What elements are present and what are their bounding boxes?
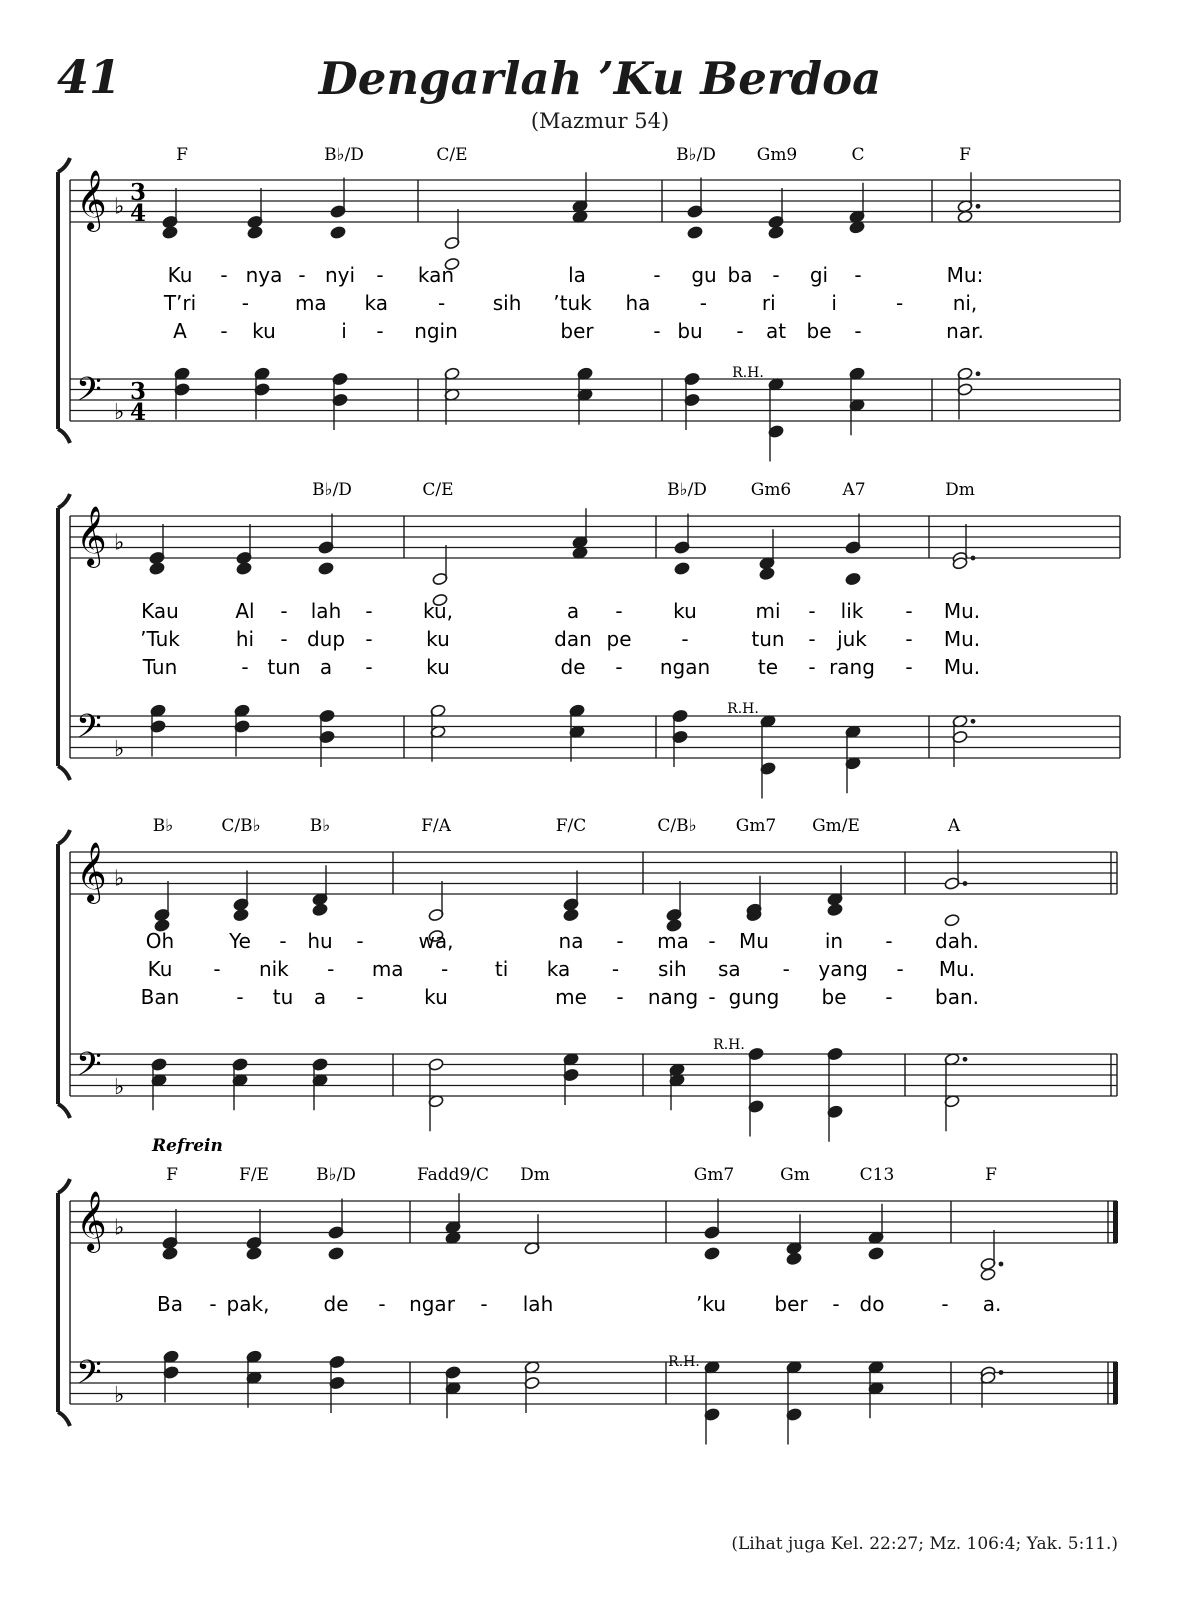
lyric-syllable: hi — [235, 627, 255, 651]
verse-2-lyrics — [163, 291, 977, 315]
lyric-syllable: a — [319, 655, 333, 679]
lyric-syllable: dup — [306, 627, 346, 651]
scripture-footnote: (Lihat juga Kel. 22:27; Mz. 106:4; Yak. 5:11.) — [731, 1534, 1118, 1554]
treble-staff — [70, 1191, 1117, 1281]
treble-clef: 𝄞 — [76, 1191, 107, 1251]
notehead — [687, 226, 703, 240]
bass-clef: 𝄢 — [76, 371, 102, 417]
lyric-syllable: ma — [657, 929, 689, 953]
lyric-syllable: - — [854, 319, 862, 343]
lyric-syllable: hu — [307, 929, 333, 953]
lyric-syllable: - — [378, 1292, 386, 1316]
lyric-syllable: ’ku — [696, 1292, 726, 1316]
verse-3-lyrics — [142, 655, 980, 679]
notehead — [944, 913, 960, 927]
key-flat: ♭ — [114, 530, 125, 556]
lyric-syllable: - — [241, 655, 249, 679]
key-flat: ♭ — [114, 1075, 125, 1100]
lyric-syllable: - — [808, 599, 816, 623]
lyric-syllable: rang — [829, 655, 875, 679]
lyric-syllable: ber — [560, 319, 594, 343]
treble-staff — [70, 842, 1117, 943]
lyric-syllable: ha — [625, 291, 651, 315]
lyric-syllable: ni, — [952, 291, 978, 315]
lyric-syllable: ku — [424, 985, 448, 1009]
chord-symbol: C13 — [859, 1165, 895, 1185]
dot — [971, 719, 976, 724]
verse-2-lyrics — [148, 957, 976, 981]
lyric-syllable: tun — [267, 655, 301, 679]
lyric-syllable: - — [895, 291, 904, 315]
lyric-syllable: te — [757, 655, 779, 679]
lyric-syllable: - — [241, 291, 250, 315]
lyric-syllable: ku — [426, 655, 450, 679]
lyric-syllable: ma — [294, 291, 327, 315]
lyric-syllable: - — [365, 599, 373, 623]
lyric-syllable: Ku — [167, 263, 193, 287]
lyric-syllable: - — [782, 957, 790, 981]
notehead — [868, 1247, 884, 1261]
time-signature-top: 3 — [130, 179, 147, 206]
lyric-syllable: ban. — [935, 985, 979, 1009]
lyric-syllable: - — [681, 627, 689, 651]
lyric-syllable: at — [765, 319, 787, 343]
lyric-syllable: - — [699, 291, 707, 315]
key-flat: ♭ — [114, 1383, 125, 1408]
lyric-syllable: tu — [272, 985, 294, 1009]
notehead — [845, 572, 861, 586]
lyric-syllable: be — [806, 319, 832, 343]
time-signature-bottom: 4 — [130, 200, 147, 227]
lyric-syllable: ngar — [409, 1292, 455, 1316]
chord-symbol: F — [985, 1165, 997, 1185]
chord-symbol: Gm/E — [812, 816, 860, 836]
treble-staff — [70, 506, 1120, 607]
chord-symbol: F/C — [555, 816, 587, 836]
key-flat: ♭ — [114, 737, 125, 762]
lyric-syllable: - — [616, 985, 624, 1009]
lyric-syllable: - — [298, 263, 306, 287]
verse-3-lyrics — [141, 985, 979, 1009]
notehead — [162, 226, 178, 240]
lyric-syllable: ku, — [423, 599, 453, 623]
notehead — [233, 908, 249, 922]
lyric-syllable: sih — [658, 957, 687, 981]
lyric-syllable: ’tuk — [553, 291, 592, 315]
treble-staff — [70, 170, 1120, 271]
lyric-syllable: ri — [761, 291, 776, 315]
lyric-syllable: nik — [258, 957, 289, 981]
key-flat: ♭ — [114, 400, 125, 425]
system-bracket — [58, 494, 70, 780]
lyric-syllable: - — [905, 627, 913, 651]
dot — [999, 1370, 1004, 1375]
lyric-syllable: - — [356, 929, 364, 953]
lyric-syllable: me — [555, 985, 587, 1009]
chord-symbol: A — [947, 816, 961, 836]
lyric-syllable: - — [708, 985, 716, 1009]
system-bracket — [58, 830, 70, 1118]
refrein-label: Refrein — [152, 1136, 223, 1156]
lyric-syllable: - — [615, 655, 623, 679]
lyric-syllable: - — [611, 957, 620, 981]
lyric-syllable: ka — [546, 957, 571, 981]
lyric-syllable: - — [236, 985, 244, 1009]
notehead — [149, 562, 165, 576]
lyric-syllable: Mu — [739, 929, 769, 953]
chord-symbol: Dm — [945, 480, 975, 500]
bass-staff — [70, 1046, 1117, 1142]
lyric-syllable: ’Tuk — [140, 627, 180, 651]
notehead — [236, 562, 252, 576]
bass-clef: 𝄢 — [76, 708, 102, 754]
chord-symbol: F/A — [421, 816, 451, 836]
lyric-syllable: - — [941, 1292, 949, 1316]
lyric-syllable: do — [859, 1292, 885, 1316]
chord-symbol: B♭ — [152, 816, 174, 836]
right-hand-marking: R.H. — [713, 1037, 745, 1053]
key-flat: ♭ — [114, 194, 125, 220]
chord-symbol: F — [166, 1165, 178, 1185]
lyric-syllable: Mu. — [938, 957, 976, 981]
hymn-number: 41 — [57, 50, 122, 104]
final-barline — [1113, 1362, 1118, 1404]
lyric-syllable: nang — [647, 985, 699, 1009]
lyric-syllable: nar. — [946, 319, 984, 343]
chord-symbol: Gm7 — [693, 1165, 735, 1185]
chord-symbol: Gm — [780, 1165, 810, 1185]
notehead — [768, 226, 784, 240]
lyric-syllable: - — [209, 1292, 217, 1316]
chord-symbol: F — [959, 145, 971, 165]
lyric-syllable: Mu: — [946, 263, 984, 287]
dot — [999, 1262, 1004, 1267]
lyric-syllable: tun — [751, 627, 785, 651]
notehead — [247, 226, 263, 240]
notehead — [827, 903, 843, 917]
system-3 — [58, 816, 1117, 1142]
lyric-syllable: - — [708, 929, 716, 953]
notehead — [759, 567, 775, 581]
lyric-syllable: a — [566, 599, 580, 623]
lyric-syllable: Ban — [140, 985, 180, 1009]
lyric-syllable: pak, — [226, 1292, 270, 1316]
lyric-syllable: A — [173, 319, 187, 343]
lyric-syllable: - — [376, 319, 384, 343]
time-signature-bottom: 4 — [130, 399, 147, 426]
chord-symbol: B♭/D — [316, 1165, 356, 1185]
treble-clef: 𝄞 — [76, 506, 107, 566]
lyric-syllable: Ku — [147, 957, 173, 981]
lyric-syllable: - — [905, 655, 913, 679]
dot — [963, 1057, 968, 1062]
verse-1-lyrics — [146, 929, 979, 953]
lyric-syllable: - — [280, 599, 288, 623]
lyric-syllable: lah — [522, 1292, 554, 1316]
chord-symbol: B♭/D — [667, 480, 707, 500]
treble-clef: 𝄞 — [76, 842, 107, 902]
lyric-syllable: - — [480, 1292, 488, 1316]
key-flat: ♭ — [114, 866, 125, 892]
lyric-syllable: - — [653, 319, 661, 343]
lyric-syllable: - — [365, 627, 373, 651]
lyric-syllable: ku — [252, 319, 276, 343]
lyric-syllable: nyi — [324, 263, 356, 287]
lyric-syllable: la — [568, 263, 586, 287]
lyric-syllable: Mu. — [943, 627, 981, 651]
chord-symbol: C/E — [422, 480, 454, 500]
key-flat: ♭ — [114, 1215, 125, 1241]
system-1 — [58, 145, 1120, 462]
system-bracket — [58, 1179, 70, 1426]
lyric-syllable: - — [615, 599, 623, 623]
lyric-syllable: - — [808, 655, 816, 679]
system-4 — [58, 1136, 1118, 1445]
lyric-syllable: - — [438, 291, 446, 315]
lyric-syllable: gi — [809, 263, 829, 287]
lyric-syllable: be — [821, 985, 847, 1009]
notehead — [704, 1247, 720, 1261]
lyric-syllable: Al — [235, 599, 255, 623]
lyric-syllable: wa, — [418, 929, 454, 953]
lyric-syllable: Oh — [145, 929, 175, 953]
verse-1-lyrics — [157, 1292, 1001, 1316]
lyric-syllable: - — [365, 655, 373, 679]
lyric-syllable: gu — [691, 263, 717, 287]
lyric-syllable: Tun — [142, 655, 178, 679]
chord-symbol: B♭/D — [312, 480, 352, 500]
notehead — [246, 1247, 262, 1261]
bass-staff — [70, 1350, 1117, 1445]
chord-symbol: F/E — [239, 1165, 269, 1185]
lyric-syllable: ma — [371, 957, 404, 981]
system-bracket — [58, 158, 70, 443]
lyric-syllable: dah. — [935, 929, 979, 953]
lyric-syllable: - — [327, 957, 335, 981]
lyric-syllable: Ye — [229, 929, 251, 953]
lyric-syllable: - — [616, 929, 624, 953]
lyric-syllable: - — [854, 263, 862, 287]
lyric-syllable: dan — [554, 627, 592, 651]
bass-staff — [70, 704, 1120, 799]
chord-symbol: C — [851, 145, 865, 165]
lyric-syllable: i — [341, 319, 347, 343]
notehead — [312, 903, 328, 917]
lyric-syllable: - — [772, 263, 780, 287]
lyric-syllable: nya — [245, 263, 283, 287]
lyric-syllable: in — [824, 929, 844, 953]
lyric-syllable: - — [885, 985, 893, 1009]
notehead — [162, 1247, 178, 1261]
system-2 — [58, 480, 1120, 799]
chord-symbol: C/B♭ — [657, 816, 697, 836]
lyric-syllable: - — [356, 985, 364, 1009]
lyric-syllable: sa — [717, 957, 741, 981]
chord-symbol: Dm — [520, 1165, 550, 1185]
lyric-syllable: - — [808, 627, 816, 651]
notehead — [980, 1268, 996, 1282]
chord-symbol: Fadd9/C — [416, 1165, 490, 1185]
chord-symbol: C/E — [436, 145, 468, 165]
chord-symbol: A7 — [842, 480, 866, 500]
verse-2-lyrics — [140, 627, 980, 651]
lyric-syllable: - — [885, 929, 893, 953]
lyric-syllable: lik — [840, 599, 864, 623]
bass-clef: 𝄢 — [76, 1046, 102, 1092]
lyric-syllable: - — [279, 929, 287, 953]
right-hand-marking: R.H. — [668, 1354, 700, 1370]
hymn-subtitle: (Mazmur 54) — [530, 109, 670, 133]
chord-symbol: C/B♭ — [221, 816, 261, 836]
lyric-syllable: de — [560, 655, 586, 679]
lyric-syllable: ku — [426, 627, 450, 651]
right-hand-marking: R.H. — [727, 701, 759, 717]
lyric-syllable: - — [736, 319, 744, 343]
lyric-syllable: gung — [728, 985, 780, 1009]
lyric-syllable: ka — [364, 291, 388, 315]
lyric-syllable: - — [653, 263, 661, 287]
dot — [963, 881, 968, 886]
verse-3-lyrics — [173, 319, 984, 343]
notehead — [786, 1252, 802, 1266]
verse-1-lyrics — [168, 263, 984, 287]
lyric-syllable: - — [376, 263, 384, 287]
lyric-syllable: juk — [837, 627, 867, 651]
lyric-syllable: - — [832, 1292, 840, 1316]
lyric-syllable: - — [220, 319, 228, 343]
chord-symbol: Gm9 — [756, 145, 798, 165]
lyric-syllable: mi — [755, 599, 781, 623]
chord-symbol: B♭/D — [324, 145, 364, 165]
lyric-syllable: ber — [774, 1292, 808, 1316]
lyric-syllable: - — [905, 599, 913, 623]
lyric-syllable: de — [323, 1292, 349, 1316]
lyric-syllable: ti — [494, 957, 509, 981]
lyric-syllable: - — [220, 263, 228, 287]
lyric-syllable: pe — [606, 627, 632, 651]
chord-symbol: B♭ — [309, 816, 331, 836]
lyric-syllable: i — [831, 291, 837, 315]
time-signature-top: 3 — [130, 378, 147, 405]
notehead — [674, 562, 690, 576]
lyric-syllable: na — [558, 929, 584, 953]
chord-symbol: B♭/D — [676, 145, 716, 165]
dot — [976, 371, 981, 376]
dot — [971, 556, 976, 561]
lyric-syllable: ku — [673, 599, 697, 623]
lyric-syllable: lah — [310, 599, 342, 623]
final-barline — [1113, 1201, 1118, 1243]
notehead — [330, 226, 346, 240]
right-hand-marking: R.H. — [732, 365, 764, 381]
treble-clef: 𝄞 — [76, 170, 107, 230]
lyric-syllable: a — [313, 985, 327, 1009]
lyric-syllable: Mu. — [943, 655, 981, 679]
lyric-syllable: bu — [677, 319, 703, 343]
lyric-syllable: kan — [417, 263, 455, 287]
lyric-syllable: - — [441, 957, 449, 981]
lyric-syllable: a. — [982, 1292, 1002, 1316]
lyric-syllable: - — [213, 957, 221, 981]
lyric-syllable: T’ri — [163, 291, 197, 315]
verse-1-lyrics — [141, 599, 980, 623]
notehead — [318, 562, 334, 576]
bass-clef: 𝄢 — [76, 1354, 102, 1400]
notehead — [563, 908, 579, 922]
lyric-syllable: Kau — [141, 599, 179, 623]
lyric-syllable: Mu. — [943, 599, 981, 623]
bass-staff — [70, 367, 1120, 462]
lyric-syllable: yang — [818, 957, 868, 981]
lyric-syllable: ba — [727, 263, 753, 287]
hymn-title: Dengarlah ’Ku Berdoa — [318, 52, 882, 105]
lyric-syllable: - — [280, 627, 288, 651]
lyric-syllable: ngin — [414, 319, 458, 343]
lyric-syllable: sih — [492, 291, 522, 315]
lyric-syllable: - — [896, 957, 904, 981]
lyric-syllable: Ba — [157, 1292, 183, 1316]
chord-symbol: Gm7 — [735, 816, 777, 836]
notehead — [328, 1247, 344, 1261]
chord-symbol: Gm6 — [750, 480, 792, 500]
chord-symbol: F — [176, 145, 188, 165]
dot — [976, 204, 981, 209]
lyric-syllable: ngan — [659, 655, 711, 679]
